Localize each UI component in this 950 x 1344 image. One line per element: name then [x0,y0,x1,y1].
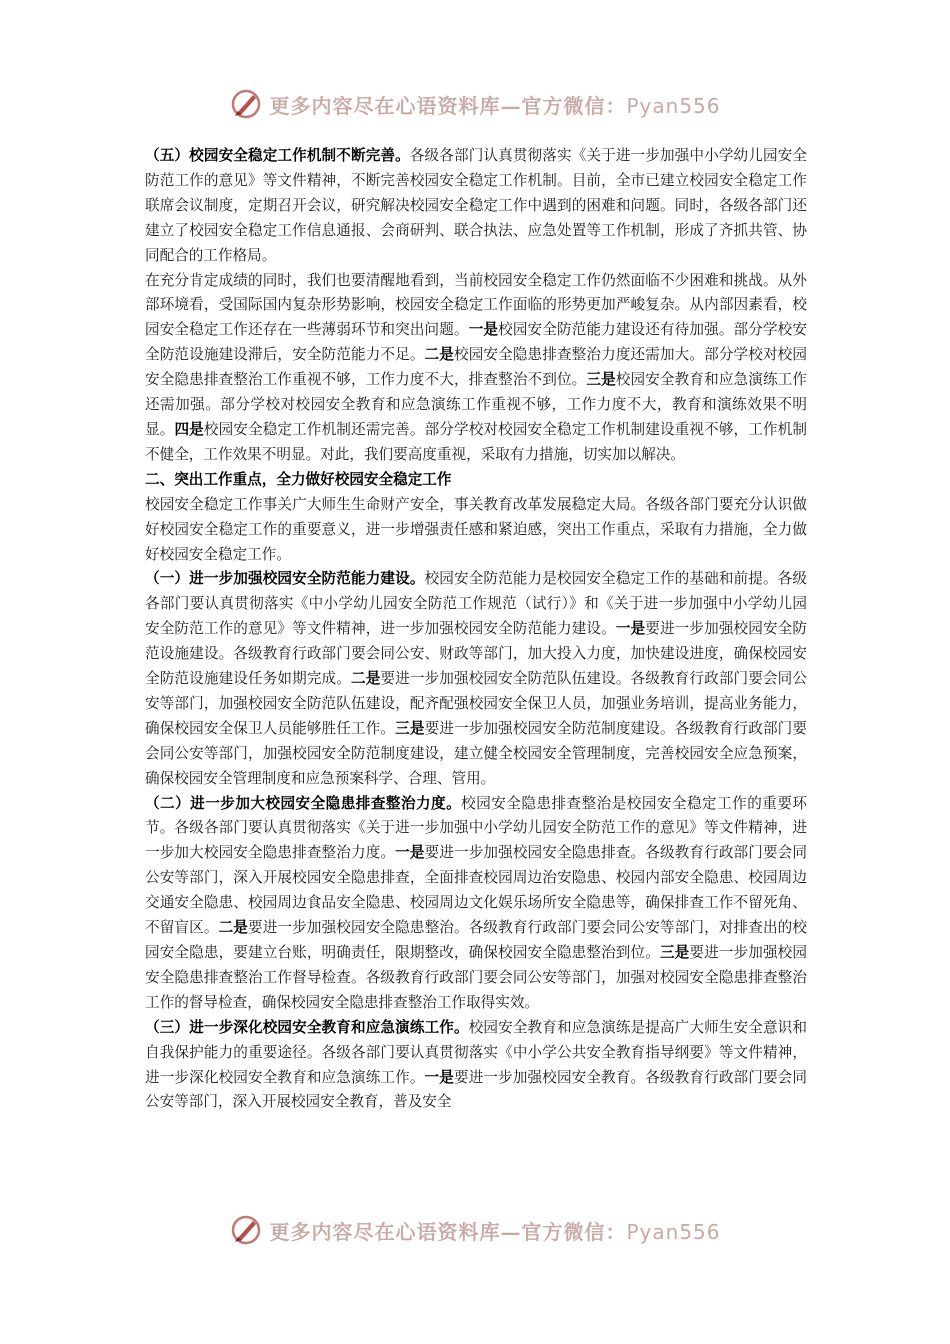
bold-run: 三是 [586,371,616,389]
text-run: 要进一步加强校园安全防范设施建设。各级教育行政部门要会同公安、财政等部门，加大投入力度，加快建设进度，确保校园安全防范设施建设任务如期完成。 [145,620,807,688]
text-run: 校园安全防范能力建设还有待加强。部分学校安全防范设施建设滞后，安全防范能力不足。 [145,321,807,364]
text-run: 校园安全隐患排查整治是校园安全稳定工作的重要环节。各级各部门要认真贯彻落实《关于进一步加强中小学幼儿园安全防范工作的意见》等文件精神，进一步加大校园安全隐患排查整治力度。 [145,794,807,862]
bold-run: 三是 [659,944,690,961]
bold-run: 二是 [350,670,381,688]
text-run: 要进一步加强校园安全隐患排查。各级教育行政部门要会同公安等部门，深入开展校园安全隐患排查，全面排查校园周边治安隐患、校园内部安全隐患、校园周边交通安全隐患、校园周边食品安全隐患、校园周边文化娱乐场所安全隐患等，确保排查工作不留死角、不留盲区。 [145,844,807,937]
bold-run: 四是 [174,420,204,438]
section-heading [145,468,807,493]
bold-run: 二是 [424,346,454,364]
text-run: 校园安全教育和应急演练是提高广大师生安全意识和自我保护能力的重要途径。各级各部门要认真贯彻落实《中小学公共安全教育指导纲要》等文件精神，进一步深化校园安全教育和应急演练工作。 [145,1018,807,1086]
text-run: 各级各部门认真贯彻落实《关于进一步加强中小学幼儿园安全防范工作的意见》等文件精神，不断完善校园安全稳定工作机制。目前，全市已建立校园安全稳定工作联席会议制度，定期召开会议，研究解决校园安全稳定工作中遇到的困难和问题。同时，各级各部门还建立了校园安全稳定工作信息通报、会商研判、联合执法、应急处置等工作机制，形成了齐抓共管、协同配合的工作格局。 [145,147,807,264]
paragraph [145,792,807,1016]
watermark-text: 更多内容尽在心语资料库—官方微信：Pyan556 [269,93,721,118]
text-run: 校园安全稳定工作机制还需完善。部分学校对校园安全稳定工作机制建设重视不够，工作机制不健全，工作效果不明显。对此，我们要高度重视，采取有力措施，切实加以解决。 [145,420,807,463]
bold-run: （一）进一步加强校园安全防范能力建设。 [145,570,425,588]
bold-run: 一是 [395,844,425,862]
bold-run: （二）进一步加大校园安全隐患排查整治力度。 [145,794,462,812]
bold-run: 一是 [615,620,646,638]
text-run: 校园安全教育和应急演练工作还需加强。部分学校对校园安全教育和应急演练工作重视不够，工作力度不大，教育和演练效果不明显。 [145,371,807,438]
text-run: 校园安全隐患排查整治力度还需加大。部分学校对校园安全隐患排查整治工作重视不够，工作力度不大，排查整治不到位。 [145,346,807,389]
bold-run: （五）校园安全稳定工作机制不断完善。 [145,147,410,164]
text-run: 要进一步加强校园安全教育。各级教育行政部门要会同公安等部门，深入开展校园安全教育，普及安全 [145,1068,807,1111]
document-body [145,144,807,1115]
watermark-text: 更多内容尽在心语资料库—官方微信：Pyan556 [269,1219,721,1244]
bold-run: 一是 [468,321,499,339]
brush-logo-icon [229,87,263,121]
bold-run: 一是 [424,1068,454,1086]
text-run: 要进一步加强校园安全隐患排查整治工作督导检查。各级教育行政部门要会同公安等部门，加强对校园安全隐患排查整治工作的督导检查，确保校园安全隐患排查整治工作取得实效。 [145,944,807,1011]
bold-run: （三）进一步深化校园安全教育和应急演练工作。 [145,1018,469,1036]
brush-logo-icon [229,1213,263,1247]
paragraph [145,493,807,568]
text-run: 要进一步加强校园安全防范队伍建设。各级教育行政部门要会同公安等部门，加强校园安全防范队伍建设，配齐配强校园安全保卫人员，加强业务培训，提高业务能力，确保校园安全保卫人员能够胜任工作。 [145,670,807,737]
bold-run: 三是 [395,719,425,737]
paragraph [145,1016,807,1116]
text-run: 校园安全稳定工作事关广大师生生命财产安全，事关教育改革发展稳定大局。各级各部门要充分认识做好校园安全稳定工作的重要意义，进一步增强责任感和紧迫感，突出工作重点，采取有力措施，全力做好校园安全稳定工作。 [145,495,807,563]
bold-run: 二、突出工作重点，全力做好校园安全稳定工作 [145,470,452,488]
header-watermark [0,84,950,124]
bold-run: 二是 [218,919,249,937]
paragraph [145,269,807,468]
paragraph [145,144,807,269]
text-run: 要进一步加强校园安全防范制度建设。各级教育行政部门要会同公安等部门，加强校园安全防范制度建设，建立健全校园安全管理制度，完善校园安全应急预案，确保校园安全管理制度和应急预案科学、合理、管用。 [145,719,807,787]
paragraph [145,567,807,791]
text-run: 要进一步加强校园安全隐患整治。各级教育行政部门要会同公安等部门，对排查出的校园安全隐患，要建立台账，明确责任，限期整改，确保校园安全隐患整治到位。 [145,919,807,961]
text-run: 校园安全防范能力是校园安全稳定工作的基础和前提。各级各部门要认真贯彻落实《中小学幼儿园安全防范工作规范（试行）》和《关于进一步加强中小学幼儿园安全防范工作的意见》等文件精神，进一步加强校园安全防范能力建设。 [145,570,807,638]
footer-watermark [0,1210,950,1250]
text-run: 在充分肯定成绩的同时，我们也要清醒地看到，当前校园安全稳定工作仍然面临不少困难和挑战。从外部环境看，受国际国内复杂形势影响，校园安全稳定工作面临的形势更加严峻复杂。从内部因素看，校园安全稳定工作还存在一些薄弱环节和突出问题。 [145,271,807,339]
